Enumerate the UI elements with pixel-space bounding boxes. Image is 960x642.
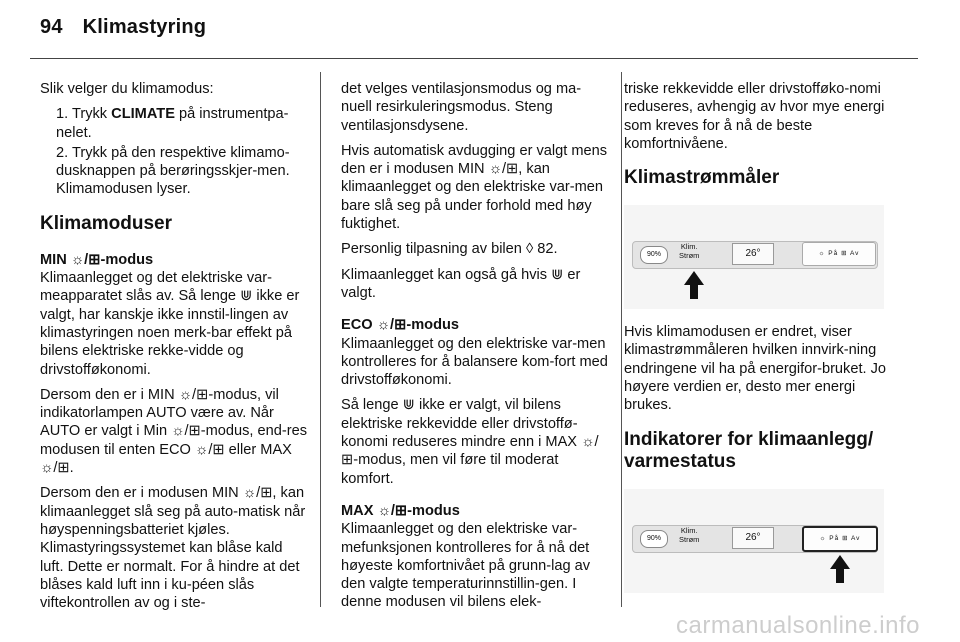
page-number: 94 — [40, 16, 63, 38]
col2-paragraph-3: Personlig tilpasning av bilen ◊ 82. — [341, 241, 558, 258]
column-1 — [40, 80, 310, 619]
climate-status-figure — [624, 489, 884, 593]
eco-mode-heading: ECO ☼/⊞-modus — [341, 317, 460, 334]
climate-keyword: CLIMATE — [111, 106, 175, 123]
climate-meter-figure — [624, 205, 884, 309]
min-paragraph-2: Dersom den er i MIN ☼/⊞-modus, vil indikatorlampen AUTO være av. Når AUTO er valgt i Min ☼/⊞-modus, end-res modusen til enten ECO ☼/⊞ eller MAX ☼/⊞. — [40, 386, 308, 477]
page-title: Klimastyring — [82, 16, 207, 38]
header-rule — [30, 58, 918, 59]
max-paragraph-1: Klimaanlegget og den elektriske var-mefunksjonen kontrolleres for å nå det høyeste komfortnivået på grunn-lag av den valgte temperaturinnstillin-gen. I denne modusen vil bilens elek- — [341, 521, 591, 611]
min-paragraph-3: Dersom den er i modusen MIN ☼/⊞, kan klimaanlegget slå seg på auto-matisk når høyspenningsbatteriet kjøles. Klimastyringssystemet kan blåse kald luft. Dette er normalt. For å hindre at det blåses kald luft inn i ku-péen slås viftekontrollen av og i ste- — [40, 485, 306, 612]
temperature-display: 26° — [732, 243, 774, 265]
step-1: 1. Trykk CLIMATE på instrumentpa-nelet. — [56, 106, 289, 141]
min-paragraph-1: Klimaanlegget og det elektriske var-meapparatet slås av. Så lenge ⋓ ikke er valgt, har kanskje ikke innstil-lingen av klimastyringen noen merk-bar effekt på bilens elektriske rekke-vidde og drivstofføkonomi. — [40, 270, 300, 378]
eco-paragraph-2: Så lenge ⋓ ikke er valgt, vil bilens elektriske rekkevidde eller drivstoffø-konomi reduseres mindre enn i MAX ☼/⊞-modus, men vil føre til moderat komfort. — [341, 397, 599, 487]
arrow-up-icon — [684, 271, 704, 285]
section-heading-indikatorer: Indikatorer for klimaanlegg/ varmestatus — [624, 428, 874, 472]
section-heading-klimastrommaler: Klimastrømmåler — [624, 167, 780, 189]
klim-strom-label: Klim. Strøm — [679, 525, 700, 544]
intro-text: Slik velger du klimamodus: — [40, 81, 214, 97]
col2-paragraph-1: det velges ventilasjonsmodus og ma-nuell resirkuleringsmodus. Steng ventilasjonsdysene. — [341, 81, 582, 134]
temperature-display: 26° — [732, 527, 774, 549]
column-divider — [621, 72, 622, 607]
col2-paragraph-4: Klimaanlegget kan også gå hvis ⋓ er valgt. — [341, 266, 581, 301]
climate-controls: ☼ På ⊞ Av — [802, 526, 878, 552]
section-heading-klimamoduser: Klimamoduser — [40, 212, 172, 234]
arrow-stem — [690, 285, 698, 299]
col3-paragraph-2: Hvis klimamodusen er endret, viser klimastrømmåleren hvilken innvirk-ning endringene vil ha på energifor-bruket. Jo høyere verdien er, desto mer energi brukes. — [624, 324, 887, 414]
eco-paragraph-1: Klimaanlegget og den elektriske var-men kontrolleres for å balansere kom-fort med drivstofføkonomi. — [341, 335, 608, 389]
col3-paragraph-1: triske rekkevidde eller drivstofføko-nomi reduseres, avhengig av hvor mye energi som kreves for å nå de beste komfortnivåene. — [624, 81, 885, 152]
percent-badge: 90% — [640, 246, 668, 264]
percent-badge: 90% — [640, 530, 668, 548]
page-header — [40, 16, 206, 56]
climate-controls: ☼ På ⊞ Av — [802, 242, 876, 266]
column-3 — [624, 80, 904, 607]
step-2: 2. Trykk på den respektive klimamo-dusknappen på berøringsskjer-men. Klimamodusen lyser. — [56, 144, 290, 198]
arrow-stem — [836, 569, 844, 583]
klim-strom-label: Klim. Strøm — [679, 242, 700, 261]
arrow-up-icon — [830, 555, 850, 569]
min-mode-heading: MIN ☼/⊞-modus — [40, 251, 154, 268]
watermark: carmanualsonline.info — [676, 612, 920, 639]
column-divider — [320, 72, 321, 607]
max-mode-heading: MAX ☼/⊞-modus — [341, 502, 460, 519]
column-2 — [341, 80, 611, 619]
col2-paragraph-2: Hvis automatisk avdugging er valgt mens den er i modusen MIN ☼/⊞, kan klimaanlegget og den elektriske var-men bare slå seg på under forhold med høy fuktighet. — [341, 142, 608, 233]
